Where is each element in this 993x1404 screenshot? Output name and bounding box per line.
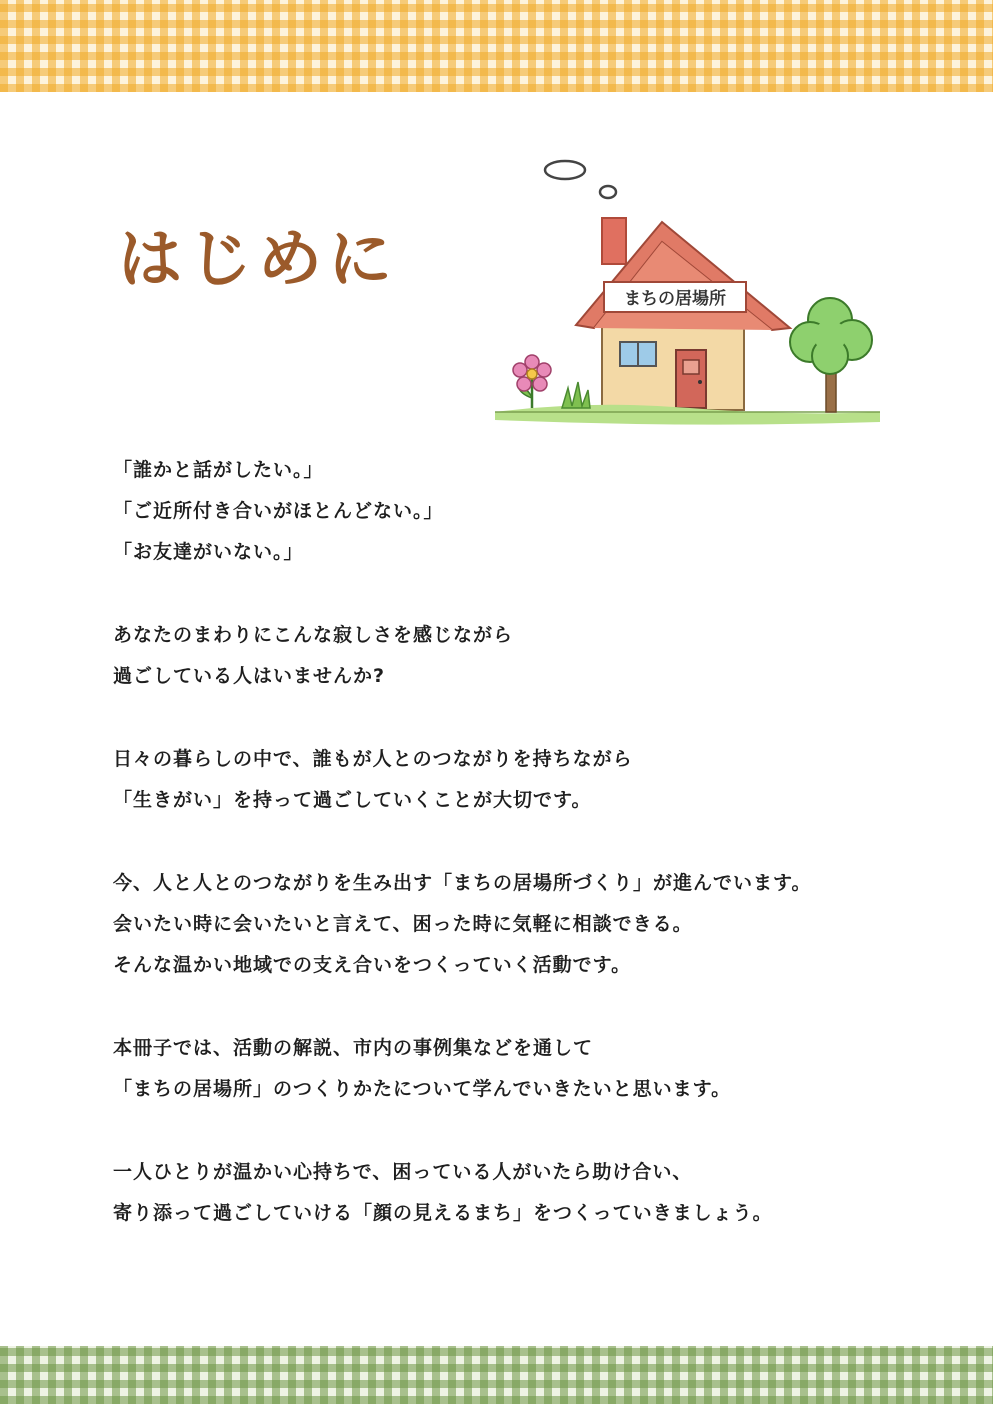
house-illustration [490, 150, 885, 430]
top-gingham-border [0, 0, 993, 92]
paragraph-line: 「お友達がいない。」 [113, 541, 304, 563]
paragraph-line: 会いたい時に会いたいと言えて、困った時に気軽に相談できる。 [113, 913, 693, 935]
paragraph-line: 「まちの居場所」のつくりかたについて学んでいきたいと思います。 [113, 1078, 732, 1100]
paragraph-line: 日々の暮らしの中で、誰もが人とのつながりを持ちながら [113, 748, 633, 770]
paragraph-line: 寄り添って過ごしていける「顔の見えるまち」をつくっていきましょう。 [113, 1202, 773, 1224]
bottom-gingham-border [0, 1346, 993, 1404]
paragraph-line: 「生きがい」を持って過ごしていくことが大切です。 [113, 789, 592, 811]
sign-text: まちの居場所 [624, 289, 726, 309]
paragraph-5 [113, 1028, 913, 1110]
paragraph-1 [113, 450, 913, 573]
paragraph-line: 「誰かと話がしたい。」 [113, 459, 324, 481]
paragraph-line: あなたのまわりにこんな寂しさを感じながら [113, 624, 514, 646]
thought-bubble-small [600, 186, 616, 198]
page-title: はじめに [118, 223, 398, 297]
paragraph-line: 今、人と人とのつながりを生み出す「まちの居場所づくり」が進んでいます。 [113, 872, 812, 894]
paragraph-line: そんな温かい地域での支え合いをつくっていく活動です。 [113, 954, 632, 976]
paragraph-6 [113, 1152, 913, 1234]
body-text [113, 450, 913, 1234]
paragraph-line: 「ご近所付き合いがほとんどない。」 [113, 500, 444, 522]
paragraph-line: 一人ひとりが温かい心持ちで、困っている人がいたら助け合い、 [113, 1161, 693, 1183]
paragraph-4 [113, 863, 913, 986]
paragraph-line: 本冊子では、活動の解説、市内の事例集などを通して [113, 1037, 594, 1059]
thought-bubble-large [545, 161, 585, 179]
paragraph-line: 過ごしている人はいませんか? [113, 665, 386, 687]
paragraph-3 [113, 739, 913, 821]
tree-icon [790, 298, 872, 374]
paragraph-2 [113, 615, 913, 697]
